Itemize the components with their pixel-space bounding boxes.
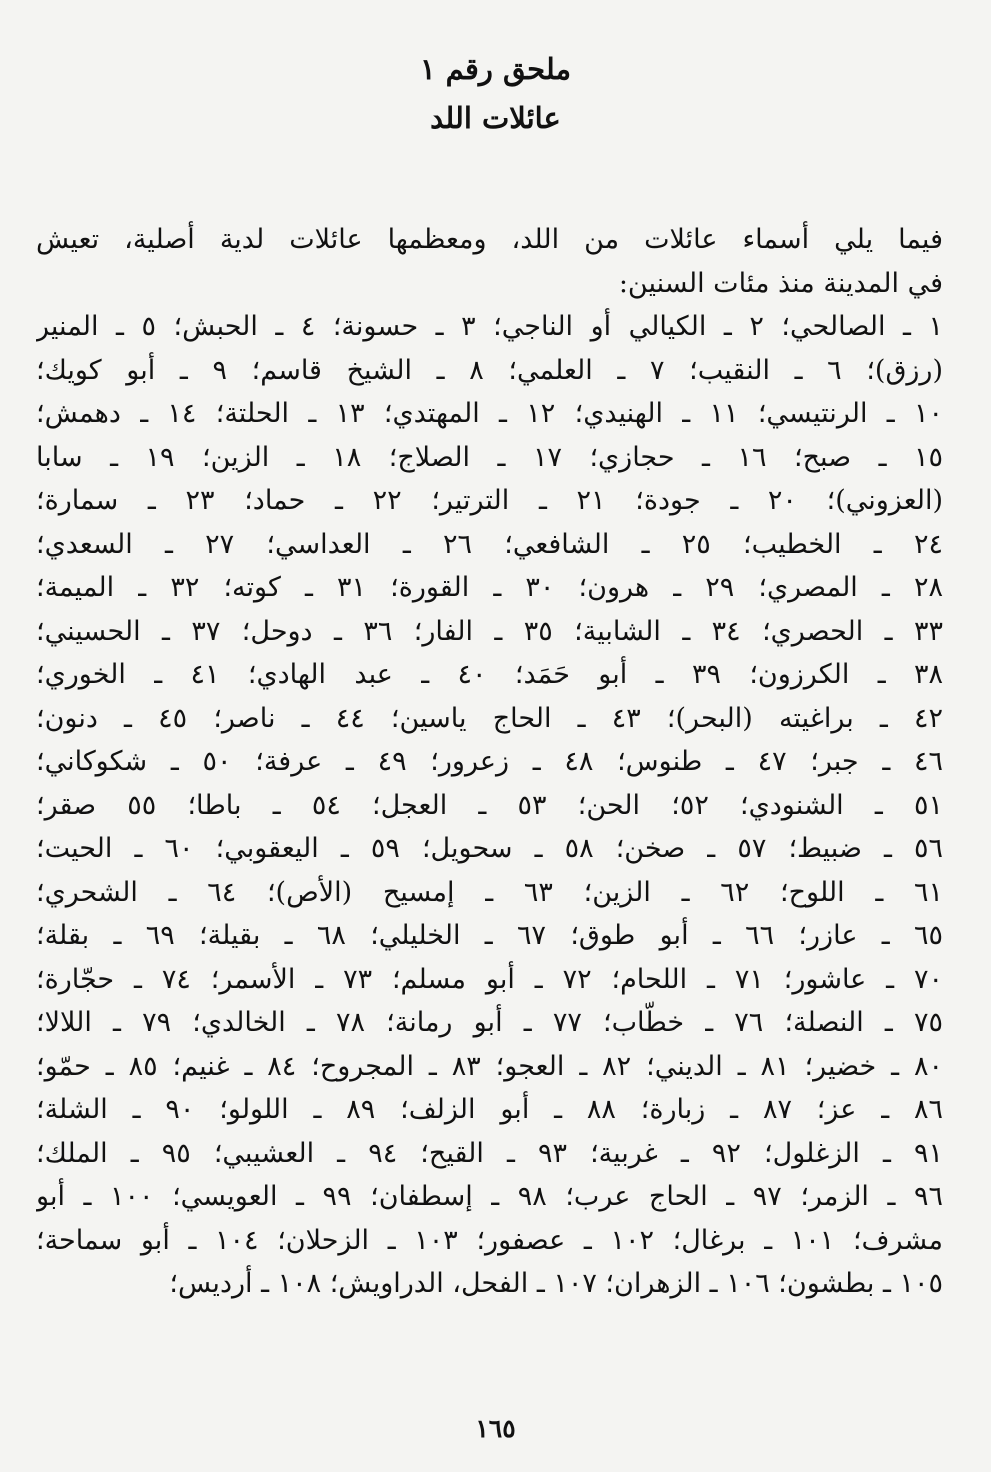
appendix-title: ملحق رقم ١ (420, 52, 571, 86)
family-list-line: ٧٥ ـ النصلة؛ ٧٦ ـ خطّاب؛ ٧٧ ـ أبو رمانة؛ ٧٨ ـ الخالدي؛ ٧٩ ـ اللالا؛ (36, 1007, 943, 1038)
family-list-line: ٢٤ ـ الخطيب؛ ٢٥ ـ الشافعي؛ ٢٦ ـ العداسي؛ ٢٧ ـ السعدي؛ (36, 528, 943, 560)
intro-line: فيما يلي أسماء عائلات من اللد، ومعظمها عائلات لدية أصلية، تعيش (36, 224, 943, 255)
family-list-line: ٩٦ ـ الزمر؛ ٩٧ ـ الحاج عرب؛ ٩٨ ـ إسطفان؛ ٩٩ ـ العويسي؛ ١٠٠ ـ أبو (36, 1181, 943, 1212)
appendix-body (36, 218, 943, 1306)
family-list-line: ١٥ ـ صبح؛ ١٦ ـ حجازي؛ ١٧ ـ الصلاج؛ ١٨ ـ الزين؛ ١٩ ـ سابا (36, 441, 943, 473)
family-list-line: ٣٣ ـ الحصري؛ ٣٤ ـ الشابية؛ ٣٥ ـ الفار؛ ٣٦ ـ دوحل؛ ٣٧ ـ الحسيني؛ (36, 615, 943, 647)
appendix-subtitle: عائلات اللد (430, 101, 561, 135)
family-list-line: مشرف؛ ١٠١ ـ برغال؛ ١٠٢ ـ عصفور؛ ١٠٣ ـ الزحلان؛ ١٠٤ ـ أبو سماحة؛ (36, 1224, 943, 1256)
family-list-line: (رزق)؛ ٦ ـ النقيب؛ ٧ ـ العلمي؛ ٨ ـ الشيخ قاسم؛ ٩ ـ أبو كويك؛ (36, 354, 943, 386)
page-number: ١٦٥ (475, 1414, 516, 1443)
family-list-line: ٨٦ ـ عز؛ ٨٧ ـ زبارة؛ ٨٨ ـ أبو الزلف؛ ٨٩ ـ اللولو؛ ٩٠ ـ الشلة؛ (36, 1094, 943, 1125)
family-list-line: ٦٥ ـ عازر؛ ٦٦ ـ أبو طوق؛ ٦٧ ـ الخليلي؛ ٦٨ ـ بقيلة؛ ٦٩ ـ بقلة؛ (36, 920, 943, 951)
intro-line: في المدينة منذ مئات السنين: (618, 267, 943, 299)
family-list-line: ٢٨ ـ المصري؛ ٢٩ ـ هرون؛ ٣٠ ـ القورة؛ ٣١ ـ كوته؛ ٣٢ ـ الميمة؛ (36, 572, 943, 603)
family-list-line: ٦١ ـ اللوح؛ ٦٢ ـ الزين؛ ٦٣ ـ إمسيح (الأص)؛ ٦٤ ـ الشحري؛ (36, 876, 943, 908)
family-list-line: ٤٦ ـ جبر؛ ٤٧ ـ طنوس؛ ٤٨ ـ زعرور؛ ٤٩ ـ عرفة؛ ٥٠ ـ شكوكاني؛ (36, 746, 943, 777)
family-list-line: ٩١ ـ الزغلول؛ ٩٢ ـ غربية؛ ٩٣ ـ القيح؛ ٩٤ ـ العشيبي؛ ٩٥ ـ الملك؛ (36, 1137, 943, 1169)
family-list-line: ٣٨ ـ الكرزون؛ ٣٩ ـ أبو حَمَد؛ ٤٠ ـ عبد الهادي؛ ٤١ ـ الخوري؛ (36, 659, 943, 690)
family-list-line: ٨٠ ـ خضير؛ ٨١ ـ الديني؛ ٨٢ ـ العجو؛ ٨٣ ـ المجروح؛ ٨٤ ـ غنيم؛ ٨٥ ـ حمّو؛ (36, 1050, 943, 1082)
family-list-line: ١ ـ الصالحي؛ ٢ ـ الكيالي أو الناجي؛ ٣ ـ حسونة؛ ٤ ـ الحبش؛ ٥ ـ المنير (36, 311, 943, 342)
family-list-line: ٥٦ ـ ضبيط؛ ٥٧ ـ صخن؛ ٥٨ ـ سحويل؛ ٥٩ ـ اليعقوبي؛ ٦٠ ـ الحيت؛ (36, 833, 943, 864)
family-list-line: ٧٠ ـ عاشور؛ ٧١ ـ اللحام؛ ٧٢ ـ أبو مسلم؛ ٧٣ ـ الأسمر؛ ٧٤ ـ حجّارة؛ (36, 963, 943, 995)
family-list-line: ٥١ ـ الشنودي؛ ٥٢؛ الحن؛ ٥٣ ـ العجل؛ ٥٤ ـ باطا؛ ٥٥ صقر؛ (36, 789, 943, 821)
family-list-line: ٤٢ ـ براغيته (البحر)؛ ٤٣ ـ الحاج ياسين؛ ٤٤ ـ ناصر؛ ٤٥ ـ دنون؛ (36, 702, 943, 734)
family-list-line: ١٠٥ ـ بطشون؛ ١٠٦ ـ الزهران؛ ١٠٧ ـ الفحل، الدراويش؛ ١٠٨ ـ أرديس؛ (169, 1268, 943, 1299)
family-list-line: ١٠ ـ الرنتيسي؛ ١١ ـ الهنيدي؛ ١٢ ـ المهتدي؛ ١٣ ـ الحلتة؛ ١٤ ـ دهمش؛ (36, 398, 943, 429)
family-list-line: (العزوني)؛ ٢٠ ـ جودة؛ ٢١ ـ الترتير؛ ٢٢ ـ حماد؛ ٢٣ ـ سمارة؛ (36, 485, 943, 516)
